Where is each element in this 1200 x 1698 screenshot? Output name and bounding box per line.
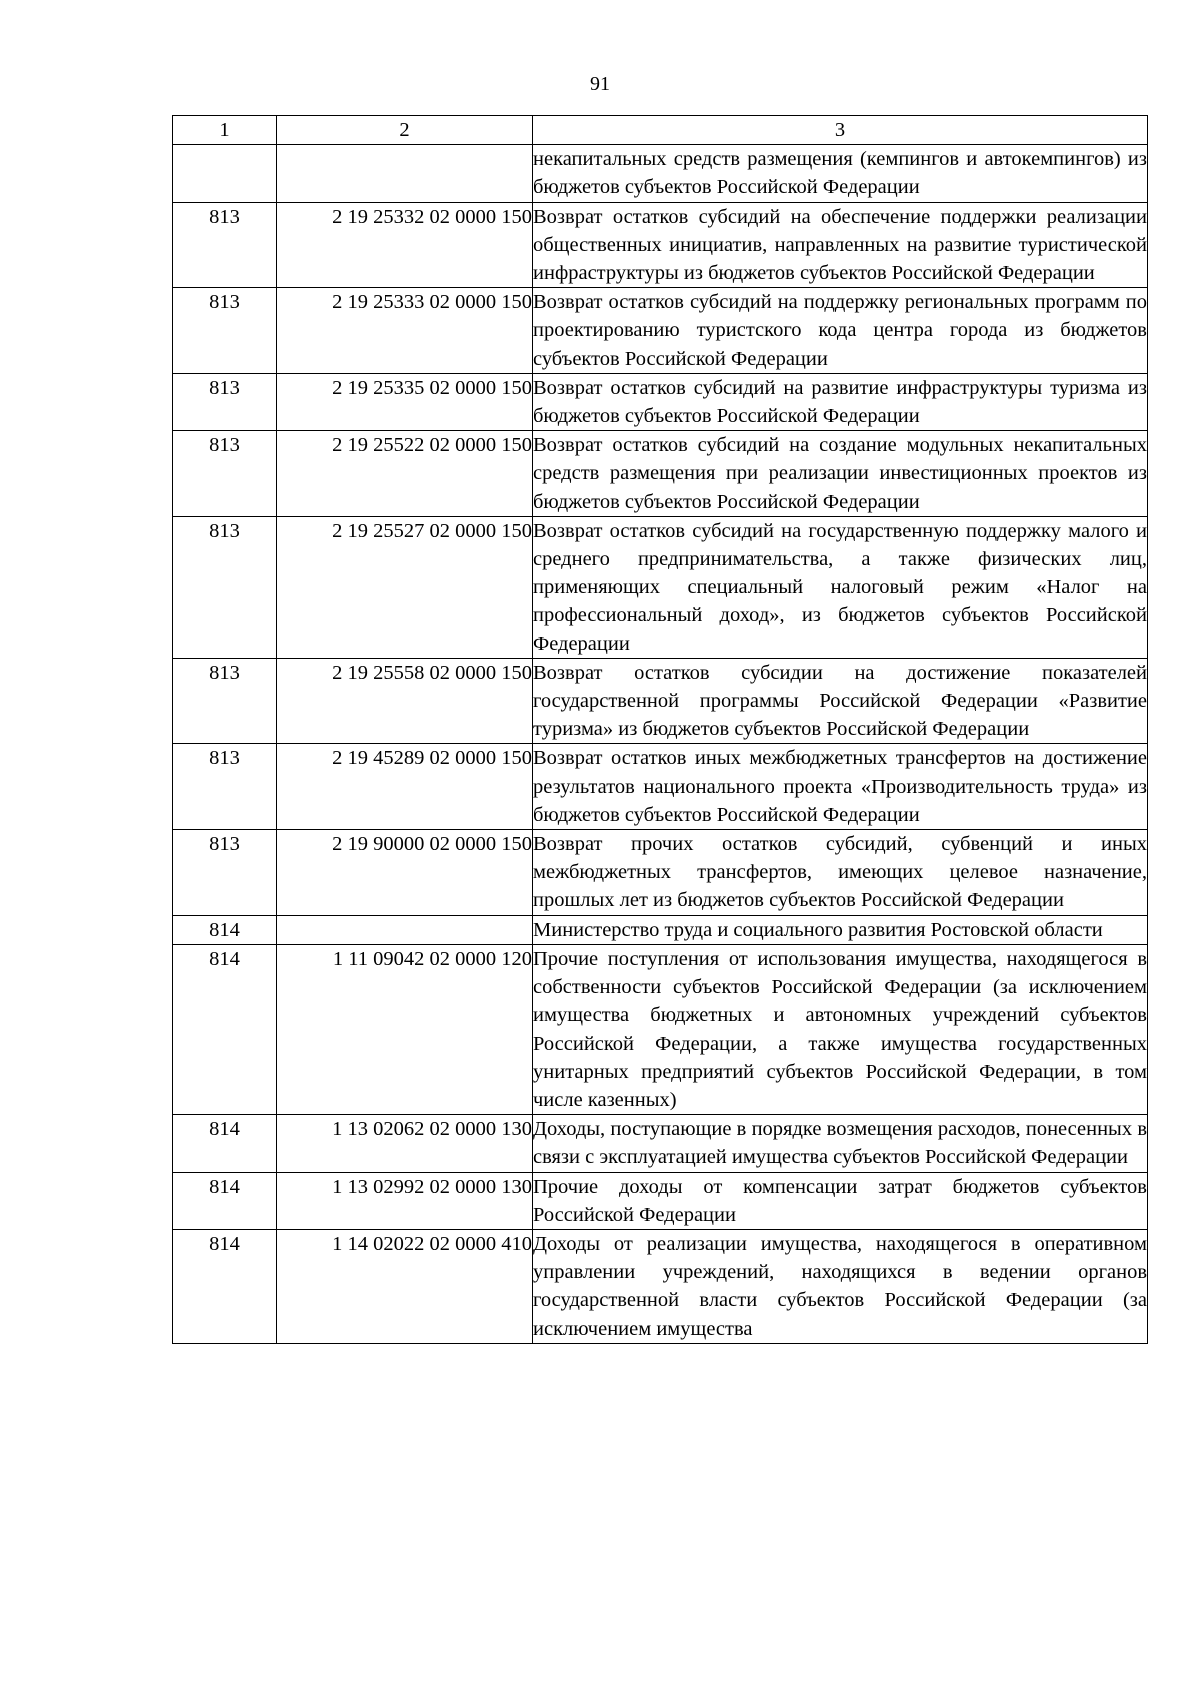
admin-code-cell: 813 xyxy=(173,202,277,288)
table-body xyxy=(173,145,1148,1344)
budget-code-cell xyxy=(277,145,533,202)
table-row xyxy=(173,658,1148,744)
budget-code-cell: 2 19 25335 02 0000 150 xyxy=(277,373,533,430)
table-row xyxy=(173,744,1148,830)
table-header xyxy=(173,116,1148,145)
income-name-cell: Возврат остатков субсидий на развитие инфраструктуры туризма из бюджетов субъектов Российской Федерации xyxy=(533,373,1148,430)
budget-code-cell xyxy=(277,915,533,944)
admin-code-cell: 813 xyxy=(173,288,277,374)
income-name-cell: Возврат остатков субсидии на достижение показателей государственной программы Российской Федерации «Развитие туризма» из бюджетов субъектов Российской Федерации xyxy=(533,658,1148,744)
budget-code-cell: 2 19 25522 02 0000 150 xyxy=(277,431,533,517)
admin-code-cell: 814 xyxy=(173,1229,277,1343)
income-name-cell: Прочие доходы от компенсации затрат бюджетов субъектов Российской Федерации xyxy=(533,1172,1148,1229)
table-row xyxy=(173,944,1148,1114)
page-number: 91 xyxy=(590,73,610,95)
table-row xyxy=(173,145,1148,202)
table-row xyxy=(173,1229,1148,1343)
admin-code-cell: 814 xyxy=(173,1115,277,1172)
budget-code-cell: 2 19 25558 02 0000 150 xyxy=(277,658,533,744)
admin-code-cell: 813 xyxy=(173,658,277,744)
budget-code-cell: 2 19 45289 02 0000 150 xyxy=(277,744,533,830)
table-row xyxy=(173,1172,1148,1229)
header-row xyxy=(173,116,1148,145)
admin-code-cell xyxy=(173,145,277,202)
table-row xyxy=(173,830,1148,916)
header-col-1: 1 xyxy=(173,116,277,145)
admin-code-cell: 813 xyxy=(173,431,277,517)
table-row xyxy=(173,516,1148,658)
admin-code-cell: 813 xyxy=(173,373,277,430)
income-name-cell: Возврат остатков субсидий на поддержку региональных программ по проектированию туристского кода центра города из бюджетов субъектов Российской Федерации xyxy=(533,288,1148,374)
income-name-cell: Возврат остатков субсидий на создание модульных некапитальных средств размещения при реализации инвестиционных проектов из бюджетов субъектов Российской Федерации xyxy=(533,431,1148,517)
admin-code-cell: 813 xyxy=(173,744,277,830)
table-row xyxy=(173,431,1148,517)
header-col-3: 3 xyxy=(533,116,1148,145)
admin-code-cell: 814 xyxy=(173,1172,277,1229)
budget-code-cell: 1 13 02062 02 0000 130 xyxy=(277,1115,533,1172)
income-name-cell: Прочие поступления от использования имущества, находящегося в собственности субъектов Российской Федерации (за исключением имущества бюджетных и автономных учреждений субъектов Российской Федерации, а также имущества государственных унитарных предприятий субъектов Российской Федерации, в том числе казенных) xyxy=(533,944,1148,1114)
income-codes-table xyxy=(172,115,1148,1344)
budget-code-cell: 1 11 09042 02 0000 120 xyxy=(277,944,533,1114)
table-row xyxy=(173,202,1148,288)
budget-code-cell: 1 13 02992 02 0000 130 xyxy=(277,1172,533,1229)
budget-code-cell: 2 19 90000 02 0000 150 xyxy=(277,830,533,916)
budget-code-cell: 1 14 02022 02 0000 410 xyxy=(277,1229,533,1343)
income-name-cell: некапитальных средств размещения (кемпингов и автокемпингов) из бюджетов субъектов Российской Федерации xyxy=(533,145,1148,202)
income-name-cell: Доходы от реализации имущества, находящегося в оперативном управлении учреждений, находящихся в ведении органов государственной власти субъектов Российской Федерации (за исключением имущества xyxy=(533,1229,1148,1343)
admin-code-cell: 814 xyxy=(173,944,277,1114)
admin-code-cell: 814 xyxy=(173,915,277,944)
admin-code-cell: 813 xyxy=(173,516,277,658)
income-name-cell: Министерство труда и социального развития Ростовской области xyxy=(533,915,1148,944)
income-name-cell: Возврат остатков субсидий на государственную поддержку малого и среднего предпринимательства, а также физических лиц, применяющих специальный налоговый режим «Налог на профессиональный доход», из бюджетов субъектов Российской Федерации xyxy=(533,516,1148,658)
income-name-cell: Возврат прочих остатков субсидий, субвенций и иных межбюджетных трансфертов, имеющих целевое назначение, прошлых лет из бюджетов субъектов Российской Федерации xyxy=(533,830,1148,916)
income-name-cell: Возврат остатков иных межбюджетных трансфертов на достижение результатов национального проекта «Производительность труда» из бюджетов субъектов Российской Федерации xyxy=(533,744,1148,830)
budget-code-cell: 2 19 25527 02 0000 150 xyxy=(277,516,533,658)
budget-code-cell: 2 19 25333 02 0000 150 xyxy=(277,288,533,374)
table-row xyxy=(173,1115,1148,1172)
table-row xyxy=(173,915,1148,944)
income-name-cell: Доходы, поступающие в порядке возмещения расходов, понесенных в связи с эксплуатацией имущества субъектов Российской Федерации xyxy=(533,1115,1148,1172)
admin-code-cell: 813 xyxy=(173,830,277,916)
table-row xyxy=(173,373,1148,430)
table-row xyxy=(173,288,1148,374)
budget-code-cell: 2 19 25332 02 0000 150 xyxy=(277,202,533,288)
header-col-2: 2 xyxy=(277,116,533,145)
income-name-cell: Возврат остатков субсидий на обеспечение поддержки реализации общественных инициатив, направленных на развитие туристической инфраструктуры из бюджетов субъектов Российской Федерации xyxy=(533,202,1148,288)
